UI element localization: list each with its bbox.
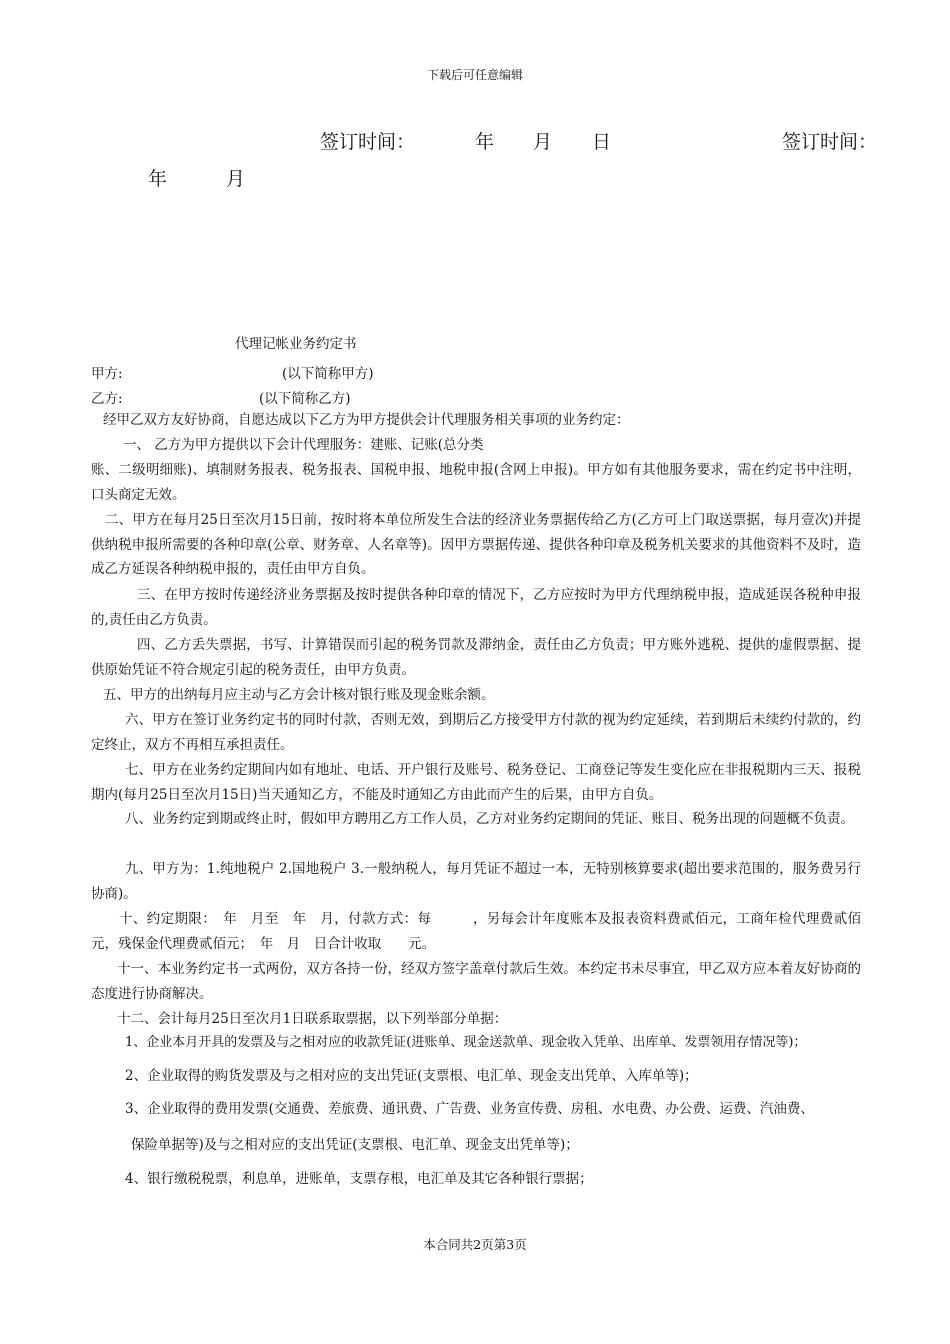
signing-year-2: 年	[148, 168, 168, 190]
party-b-label: 乙方:	[91, 391, 123, 407]
list-item-4: 4、银行缴税税票，利息单，进账单，支票存根，电汇单及其它各种银行票据；	[125, 1171, 593, 1187]
clause-9: 九、甲方为：1.纯地税户 2.国地税户 3.一般纳税人，每月凭证不超过一本，无特别核算要求(超出要求范围的，服务费另行协商)。	[91, 861, 861, 902]
clause-6: 六、甲方在签订业务约定书的同时付款，否则无效，到期后乙方接受甲方付款的视为约定延续，若到期后未续约付款的，约定终止，双方不再相互承担责任。	[91, 712, 861, 753]
signing-day: 日	[592, 131, 612, 153]
clause-11: 十一、本业务约定书一式两份，双方各持一份，经双方签字盖章付款后生效。本约定书未尽事宜，甲乙双方应本着友好协商的态度进行协商解决。	[91, 961, 861, 1002]
clause-4: 四、乙方丢失票据，书写、计算错误而引起的税务罚款及滞纳金，责任由乙方负责；甲方账外逃税、提供的虚假票据、提供原始凭证不符合规定引起的税务责任，由甲方负责。	[91, 637, 861, 678]
list-item-1: 1、企业本月开具的发票及与之相对应的收款凭证(进账单、现金送款单、现金收入凭单、出库单、发票领用存情况等)；	[125, 1035, 807, 1050]
party-a-note: (以下简称甲方)	[282, 366, 374, 382]
party-b-note: (以下简称乙方)	[259, 391, 351, 407]
list-item-3-continued: 保险单据等)及与之相对应的支出凭证(支票根、电汇单、现金支出凭单等)；	[131, 1137, 579, 1153]
party-a-label: 甲方:	[91, 366, 123, 382]
list-item-3: 3、企业取得的费用发票(交通费、差旅费、通讯费、广告费、业务宣传费、房租、水电费、办公费、运费、汽油费、	[125, 1101, 814, 1117]
clause-7: 七、甲方在业务约定期间内如有地址、电话、开户银行及账号、税务登记、工商登记等发生变化应在非报税期内三天、报税期内(每月25日至次月15日)当天通知乙方，不能及时通知乙方由此而产生的后果，由甲方自负。	[91, 762, 861, 803]
paragraph-intro: 经甲乙双方友好协商，自愿达成以下乙方为甲方提供会计代理服务相关事项的业务约定：	[103, 412, 630, 428]
signing-year: 年	[475, 131, 495, 153]
page-footer: 本合同共2页第3页	[423, 1237, 527, 1252]
signing-time-label: 签订时间：	[320, 131, 416, 153]
clause-1-continued: 账、二级明细账)、填制财务报表、税务报表、国税申报、地税申报(含网上申报)。甲方如有其他服务要求，需在约定书中注明，口头商定无效。	[91, 462, 861, 503]
signing-time-label-2: 签订时间：	[782, 131, 878, 153]
signing-month-2: 月	[226, 168, 246, 190]
clause-1: 一、 乙方为甲方提供以下会计代理服务：建账、记账(总分类	[123, 437, 484, 453]
clause-5: 五、甲方的出纳每月应主动与乙方会计核对银行账及现金账余额。	[103, 687, 495, 703]
clause-2: 二、甲方在每月25日至次月15日前，按时将本单位所发生合法的经济业务票据传给乙方(乙方可上门取送票据，每月壹次)并提供纳税申报所需要的各种印章(公章、财务章、人名章等)。因甲方票据传递、提供各种印章及税务机关要求的其他资料不及时，造成乙方延误各种纳税申报的，责任由甲方自负。	[91, 512, 861, 577]
clause-8: 八、业务约定到期或终止时，假如甲方聘用乙方工作人员，乙方对业务约定期间的凭证、账目、税务出现的问题概不负责。	[125, 811, 854, 827]
page-header: 下载后可任意编辑	[426, 68, 523, 82]
list-item-2: 2、企业取得的购货发票及与之相对应的支出凭证(支票根、电汇单、现金支出凭单、入库单等)；	[125, 1068, 698, 1084]
document-title: 代理记帐业务约定书	[235, 336, 357, 352]
clause-3: 三、在甲方按时传递经济业务票据及按时提供各种印章的情况下，乙方应按时为甲方代理纳税申报，造成延误各税种申报的,责任由乙方负责。	[91, 587, 861, 628]
signing-month: 月	[533, 131, 553, 153]
clause-12: 十二、会计每月25日至次月1日联系取票据，以下列举部分单据：	[117, 1011, 508, 1027]
clause-10: 十、约定期限： 年 月至 年 月，付款方式：每 ，另每会计年度账本及报表资料费贰佰元，工商年检代理费贰佰元，残保金代理费贰佰元； 年 月 日合计收取 元。	[91, 911, 861, 952]
